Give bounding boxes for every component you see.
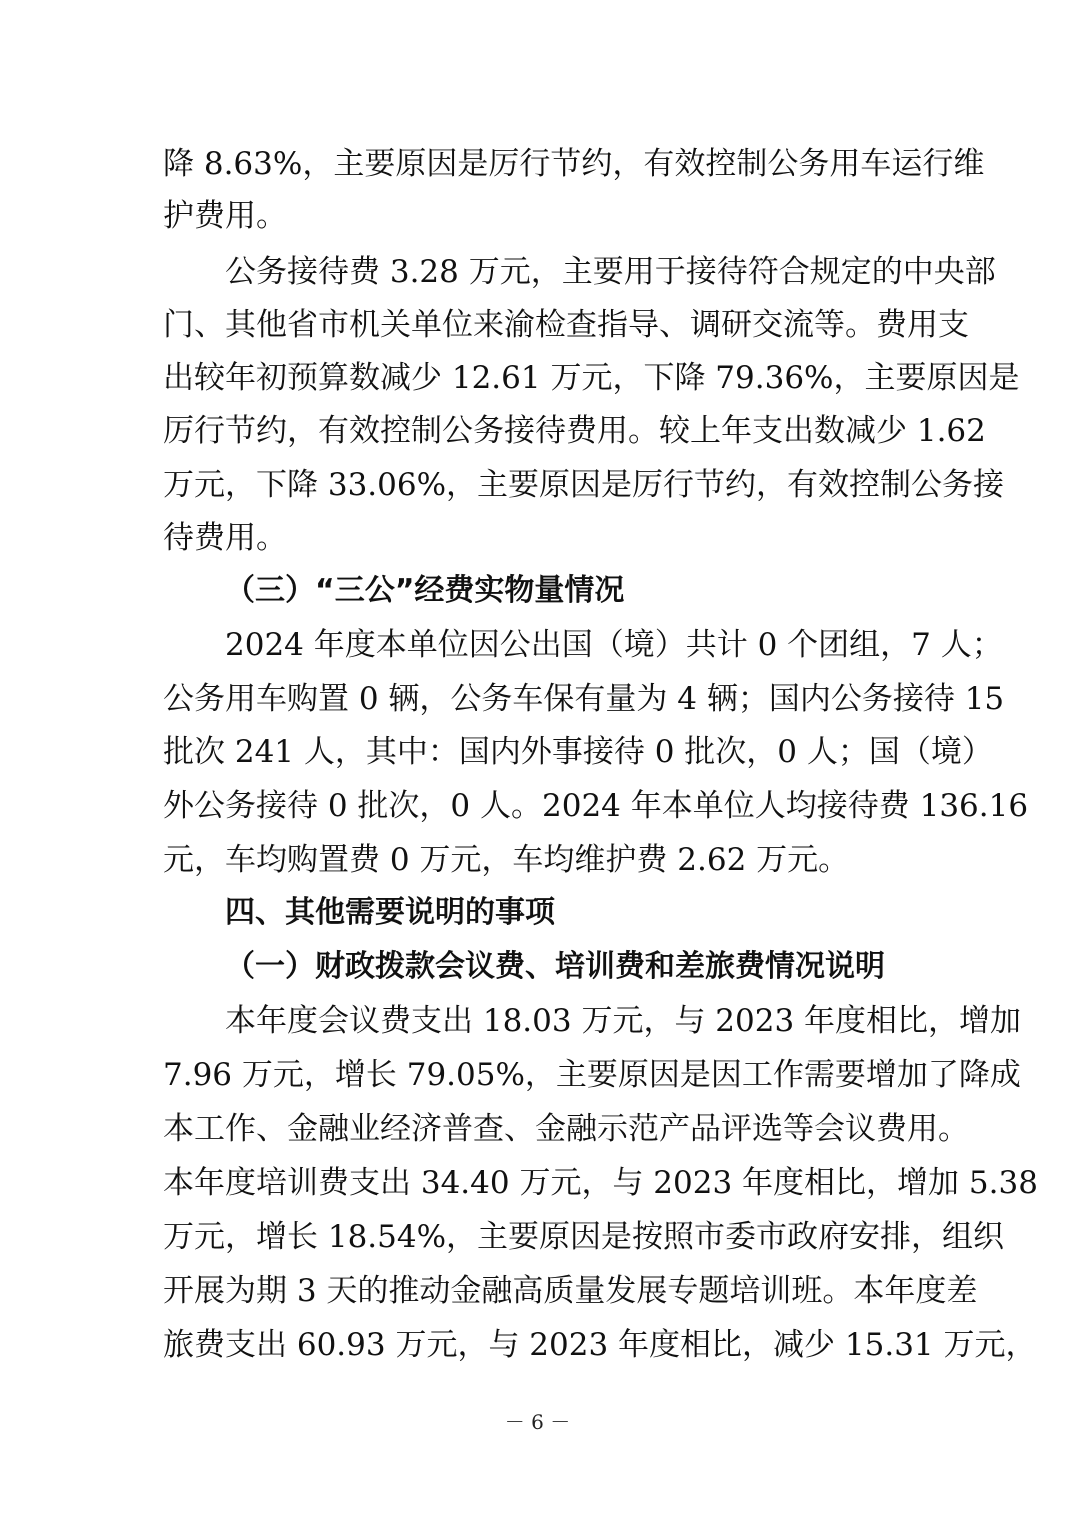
page-number: － 6 － — [504, 1410, 571, 1434]
section-subheading: （一）财政拨款会议费、培训费和差旅费情况说明 — [225, 949, 885, 984]
section-heading: 四、其他需要说明的事项 — [225, 895, 555, 930]
body-text-line: 待费用。 — [163, 520, 287, 556]
body-text-line: 万元，下降 33.06%，主要原因是厉行节约，有效控制公务接 — [163, 467, 1005, 503]
body-text-line: 厉行节约，有效控制公务接待费用。较上年支出数减少 1.62 — [163, 413, 986, 449]
body-text-line: 批次 241 人，其中：国内外事接待 0 批次，0 人；国（境） — [163, 734, 993, 770]
body-text-line: 万元，增长 18.54%，主要原因是按照市委市政府安排，组织 — [163, 1219, 1005, 1255]
body-text-line: 降 8.63%，主要原因是厉行节约，有效控制公务用车运行维 — [163, 146, 985, 182]
body-text-line: 公务接待费 3.28 万元，主要用于接待符合规定的中央部 — [225, 254, 996, 290]
body-text-line: 本年度会议费支出 18.03 万元，与 2023 年度相比，增加 — [225, 1003, 1022, 1039]
body-text-line: 旅费支出 60.93 万元，与 2023 年度相比，减少 15.31 万元， — [163, 1327, 1037, 1363]
body-text-line: 门、其他省市机关单位来渝检查指导、调研交流等。费用支 — [163, 307, 969, 343]
body-text-line: 7.96 万元，增长 79.05%，主要原因是因工作需要增加了降成 — [163, 1057, 1021, 1093]
body-text-line: 护费用。 — [163, 198, 287, 234]
body-text-line: 外公务接待 0 批次，0 人。2024 年本单位人均接待费 136.16 — [163, 788, 1029, 824]
body-text-line: 2024 年度本单位因公出国（境）共计 0 个团组，7 人； — [225, 627, 1003, 663]
body-text-line: 元，车均购置费 0 万元，车均维护费 2.62 万元。 — [163, 842, 850, 878]
body-text-line: 公务用车购置 0 辆，公务车保有量为 4 辆；国内公务接待 15 — [163, 681, 1005, 717]
body-text-line: 开展为期 3 天的推动金融高质量发展专题培训班。本年度差 — [163, 1273, 978, 1309]
body-text-line: 出较年初预算数减少 12.61 万元，下降 79.36%，主要原因是 — [163, 360, 1020, 396]
body-text-line: 本工作、金融业经济普查、金融示范产品评选等会议费用。 — [163, 1111, 969, 1147]
body-text-line: 本年度培训费支出 34.40 万元，与 2023 年度相比，增加 5.38 — [163, 1165, 1038, 1201]
section-subheading: （三）“三公”经费实物量情况 — [225, 573, 625, 608]
